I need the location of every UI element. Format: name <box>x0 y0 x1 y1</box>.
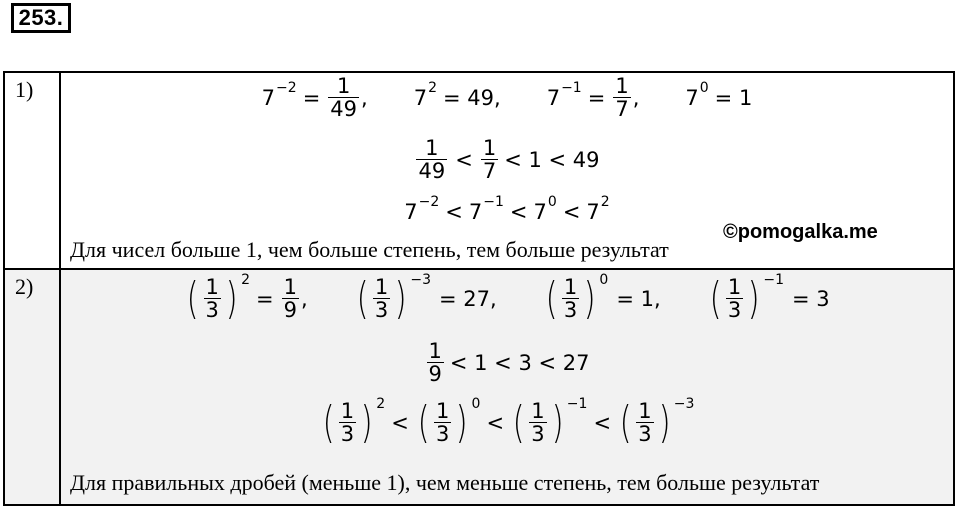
conclusion-text: Для правильных дробей (меньше 1), чем меньше степень, тем больше результат <box>70 470 820 495</box>
math-base: 7 <box>468 200 483 224</box>
math-exponent: −1 <box>483 194 504 210</box>
equation-line <box>61 272 953 324</box>
fraction-denominator: 3 <box>638 422 652 447</box>
math-base: 7 <box>546 85 561 110</box>
math-operator: < <box>593 410 612 435</box>
math-operator: = <box>302 85 321 110</box>
math-base: 7 <box>404 200 418 224</box>
math-separator: , <box>632 85 640 110</box>
fraction-numerator: 1 <box>336 74 351 98</box>
math-operator: < <box>509 200 528 224</box>
fraction-denominator: 3 <box>563 298 578 323</box>
math-operator: = <box>255 286 274 311</box>
math-text: = 3 <box>792 286 830 311</box>
math-exponent: 2 <box>600 194 610 210</box>
math-operator: < <box>486 410 505 435</box>
math-exponent: −1 <box>566 396 588 412</box>
fraction-denominator: 3 <box>727 298 742 323</box>
math-text: = 27, <box>439 286 497 311</box>
fraction-numerator: 1 <box>428 339 442 363</box>
fraction-numerator: 1 <box>425 136 439 160</box>
math-operator: < <box>455 147 473 172</box>
math-exponent: −2 <box>276 79 297 96</box>
task-number: 253. <box>11 3 71 33</box>
math-exponent: −3 <box>673 396 695 412</box>
power-of-fraction: ( $\frac{1}{3}$ ) 0 <box>545 272 609 324</box>
math-exponent: 2 <box>241 272 250 288</box>
math-base: 7 <box>261 85 276 110</box>
fraction-numerator: 1 <box>205 275 219 299</box>
fraction-denominator: 3 <box>374 298 389 323</box>
row-content <box>60 269 954 505</box>
math-operator: < <box>445 200 463 224</box>
math-text: = 1, <box>616 286 661 311</box>
math-exponent: −1 <box>763 272 784 288</box>
math-text: = 1 <box>714 85 753 110</box>
fraction <box>328 75 359 120</box>
math-exponent: −2 <box>418 194 440 210</box>
fraction-denominator: 49 <box>418 159 446 184</box>
solution-row-2 <box>4 269 954 505</box>
inequality-line <box>61 340 953 385</box>
fraction-denominator: 49 <box>330 97 358 122</box>
math-separator: , <box>361 85 368 110</box>
conclusion-text: Для чисел больше 1, чем больше степень, тем больше результат <box>70 237 669 262</box>
fraction-numerator: 1 <box>531 399 545 423</box>
fraction-denominator: 9 <box>283 298 297 323</box>
math-operator: < <box>562 200 581 224</box>
solution-row-1 <box>4 72 954 269</box>
power-of-fraction: ( $\frac{1}{3}$ ) −3 <box>619 396 695 448</box>
fraction-denominator: 3 <box>340 422 355 447</box>
fraction-denominator: 3 <box>436 422 450 447</box>
math-exponent: 0 <box>471 396 481 412</box>
power-of-fraction: ( $\frac{1}{3}$ ) 2 <box>186 272 250 324</box>
power-of-fraction: ( $\frac{1}{3}$ ) −3 <box>356 272 432 324</box>
math-exponent: 2 <box>428 79 438 96</box>
inequality-line <box>61 137 953 182</box>
fraction-numerator: 1 <box>615 74 629 98</box>
math-operator: < <box>391 410 409 435</box>
solution-table <box>3 71 955 506</box>
math-text: < 1 < 3 < 27 <box>449 350 590 375</box>
power-of-fraction: ( $\frac{1}{3}$ ) 0 <box>417 396 481 448</box>
fraction <box>481 137 498 182</box>
fraction-numerator: 1 <box>638 399 652 423</box>
math-operator: = <box>587 85 606 110</box>
math-separator: , <box>300 286 308 311</box>
math-text: = 49, <box>443 85 501 110</box>
fraction-numerator: 1 <box>436 399 450 423</box>
row-content <box>60 72 954 269</box>
fraction <box>427 340 444 385</box>
equation-line <box>61 75 953 120</box>
fraction-numerator: 1 <box>482 136 497 160</box>
fraction <box>613 75 630 120</box>
power-of-fraction: ( $\frac{1}{3}$ ) −1 <box>512 396 588 448</box>
fraction-numerator: 1 <box>374 275 389 299</box>
fraction-numerator: 1 <box>563 275 578 299</box>
fraction-denominator: 3 <box>205 298 219 323</box>
math-exponent: 0 <box>599 272 609 288</box>
fraction-numerator: 1 <box>283 275 297 299</box>
math-exponent: 0 <box>699 79 709 96</box>
row-label: 2) <box>4 269 60 505</box>
math-base: 7 <box>586 200 600 224</box>
math-base: 7 <box>533 200 547 224</box>
math-exponent: 0 <box>547 194 557 210</box>
math-base: 7 <box>685 85 699 110</box>
fraction-numerator: 1 <box>727 275 742 299</box>
power-of-fraction: ( $\frac{1}{3}$ ) 2 <box>322 396 386 448</box>
fraction <box>416 137 447 182</box>
math-exponent: −3 <box>410 272 432 288</box>
math-exponent: −1 <box>561 79 582 96</box>
fraction-denominator: 3 <box>531 422 545 447</box>
fraction-denominator: 9 <box>428 362 442 387</box>
fraction <box>282 276 299 321</box>
power-of-fraction: ( $\frac{1}{3}$ ) −1 <box>709 272 784 324</box>
math-exponent: 2 <box>376 396 386 412</box>
fraction-numerator: 1 <box>340 399 355 423</box>
fraction-denominator: 7 <box>482 159 497 184</box>
watermark: ©pomogalka.me <box>723 221 878 243</box>
row-label: 1) <box>4 72 60 269</box>
math-base: 7 <box>413 85 428 110</box>
math-text: < 1 < 49 <box>504 147 600 172</box>
fraction-denominator: 7 <box>615 97 629 122</box>
inequality-line <box>61 396 953 448</box>
